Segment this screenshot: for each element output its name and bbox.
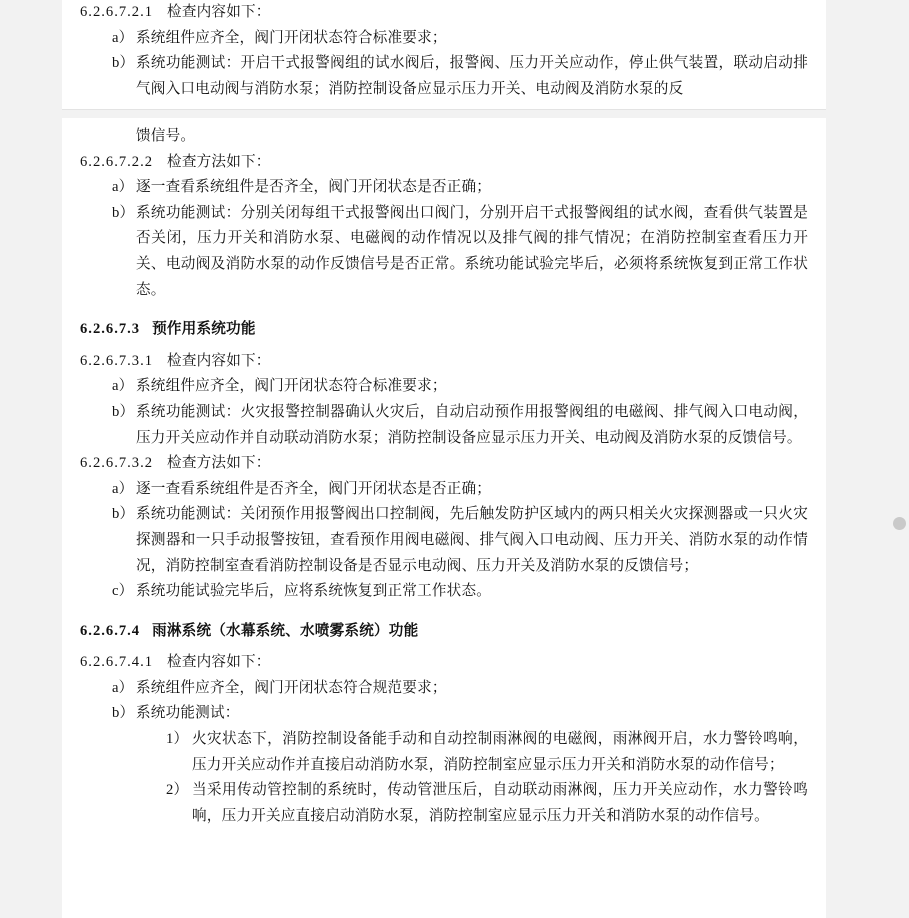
list-item (80, 26, 808, 52)
list-item (80, 676, 808, 702)
clause-heading (80, 150, 808, 176)
list-item-marker: b） (112, 403, 135, 420)
clause-number: 6.2.6.7.3.1 (80, 352, 154, 369)
list-item-text: 系统功能测试： (136, 705, 240, 722)
section-heading (80, 605, 808, 651)
section-title: 预作用系统功能 (152, 321, 256, 338)
scroll-indicator[interactable] (893, 517, 906, 530)
list-item-marker: a） (112, 378, 134, 395)
list-item-text: 逐一查看系统组件是否齐全，阀门开闭状态是否正确； (136, 480, 492, 497)
list-item-marker: b） (112, 705, 135, 722)
clause-title: 检查内容如下： (167, 4, 271, 20)
clause-heading (80, 451, 808, 477)
clause-title: 检查方法如下： (167, 153, 271, 170)
clause-number: 6.2.6.7.4.1 (80, 654, 154, 671)
list-item-text: 系统组件应齐全，阀门开闭状态符合标准要求； (136, 378, 447, 395)
list-item-text: 系统功能测试：分别关闭每组干式报警阀出口阀门，分别开启干式报警阀组的试水阀，查看供气装置是否关闭，压力开关和消防水泵、电磁阀的动作情况以及排气阀的排气情况；在消防控制室查看压力开关、电动阀及消防水泵的动作反馈信号是否正常。系统功能试验完毕后，必须将系统恢复到正常工作状态。 (136, 204, 808, 298)
list-item-text: 系统组件应齐全，阀门开闭状态符合标准要求； (136, 29, 447, 46)
section-number: 6.2.6.7.3 (80, 321, 141, 338)
clause-heading (80, 650, 808, 676)
sub-list-item-text: 火灾状态下，消防控制设备能手动和自动控制雨淋阀的电磁阀，雨淋阀开启，水力警铃鸣响，压力开关应动作并直接启动消防水泵，消防控制室应显示压力开关和消防水泵的动作信号； (192, 731, 808, 773)
list-item-text: 系统功能测试：火灾报警控制器确认火灾后，自动启动预作用报警阀组的电磁阀、排气阀入口电动阀，压力开关应动作并自动联动消防水泵；消防控制设备应显示压力开关、电动阀及消防水泵的反馈信号。 (136, 403, 808, 446)
section-heading (80, 303, 808, 349)
list-item-marker: b） (112, 506, 135, 523)
clause-heading (80, 0, 808, 26)
clause-number: 6.2.6.7.2.1 (80, 4, 154, 20)
list-item (80, 400, 808, 451)
document-page-main (62, 118, 826, 918)
list-item-marker: c） (112, 583, 134, 600)
list-item (80, 51, 808, 102)
list-item (80, 201, 808, 303)
section-number: 6.2.6.7.4 (80, 622, 141, 639)
list-item (80, 175, 808, 201)
sub-list-item (80, 778, 808, 829)
list-item (80, 701, 808, 727)
section-title: 雨淋系统（水幕系统、水喷雾系统）功能 (152, 622, 419, 639)
list-item-marker: b） (112, 55, 135, 72)
list-item-marker: a） (112, 179, 134, 196)
sub-list-item-marker: 2） (166, 782, 189, 799)
list-item-marker: b） (112, 204, 135, 221)
clause-title: 检查内容如下： (167, 654, 271, 671)
list-item-text: 系统功能测试：开启干式报警阀组的试水阀后，报警阀、压力开关应动作，停止供气装置，联动启动排气阀入口电动阀与消防水泵；消防控制设备应显示压力开关、电动阀及消防水泵的反 (136, 55, 808, 97)
clause-heading (80, 349, 808, 375)
list-item-marker: a） (112, 480, 134, 497)
list-item-text: 系统组件应齐全，阀门开闭状态符合规范要求； (136, 679, 447, 696)
list-item-text: 系统功能测试：关闭预作用报警阀出口控制阀，先后触发防护区域内的两只相关火灾探测器或一只火灾探测器和一只手动报警按钮，查看预作用阀电磁阀、排气阀入口电动阀、压力开关、消防水泵的动作情况，消防控制室查看消防控制设备是否显示电动阀、压力开关及消防水泵的反馈信号； (136, 506, 808, 574)
list-item-marker: a） (112, 679, 134, 696)
list-item-marker: a） (112, 29, 134, 46)
list-item-text: 系统功能试验完毕后，应将系统恢复到正常工作状态。 (136, 583, 492, 600)
list-item-text: 逐一查看系统组件是否齐全，阀门开闭状态是否正确； (136, 179, 492, 196)
sub-list-item-marker: 1） (166, 731, 189, 748)
sub-list-item-text: 当采用传动管控制的系统时，传动管泄压后，自动联动雨淋阀，压力开关应动作，水力警铃鸣响，压力开关应直接启动消防水泵，消防控制室应显示压力开关和消防水泵的动作信号。 (192, 782, 808, 824)
list-item (80, 579, 808, 605)
list-item (80, 477, 808, 503)
document-page-fragment-top (62, 0, 826, 110)
list-item (80, 374, 808, 400)
list-item (80, 502, 808, 579)
clause-title: 检查内容如下： (167, 352, 271, 369)
continuation-text: 馈信号。 (136, 128, 196, 144)
clause-title: 检查方法如下： (167, 455, 271, 472)
sub-list-item (80, 727, 808, 778)
clause-number: 6.2.6.7.3.2 (80, 455, 154, 472)
clause-number: 6.2.6.7.2.2 (80, 153, 154, 170)
